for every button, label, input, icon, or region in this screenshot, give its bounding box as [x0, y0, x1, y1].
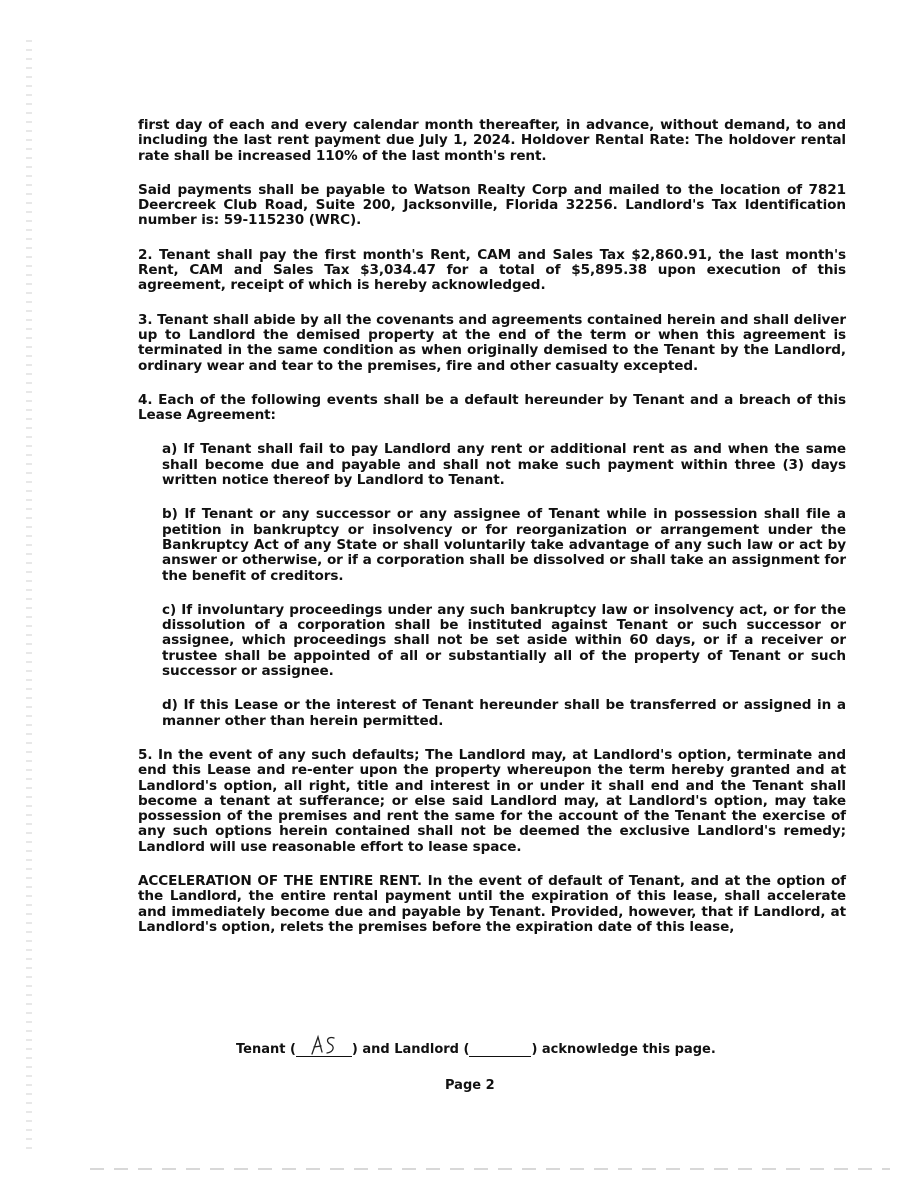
acknowledge-text: ) acknowledge this page. [531, 1042, 716, 1057]
page-acknowledgement [236, 1042, 716, 1057]
clause-5-remedies: 5. In the event of any such defaults; The Landlord may, at Landlord's option, terminate and end this Lease and re-enter upon the property whereupon the term hereby granted and at Landlord's option, all right, title and interest in or under it shall end and the Tenant shall become a tenant at sufferance; or else said Landlord may, at Landlord's option, may take possession of the premises and rent the same for the account of the Tenant the exercise of any such options herein contained shall not be deemed the exclusive Landlord's remedy; Landlord will use reasonable effort to lease space. [138, 746, 846, 855]
landlord-label: ) and Landlord ( [351, 1042, 470, 1057]
clause-3-covenants: 3. Tenant shall abide by all the covenants and agreements contained herein and shall deliver up to Landlord the demised property at the end of the term or when this agreement is terminated in the same condition as when originally demised to the Tenant by the Landlord, ordinary wear and tear to the premises, fire and other casualty excepted. [138, 311, 846, 374]
tenant-initials-signature [310, 1034, 340, 1056]
tenant-initials-field [296, 1042, 352, 1057]
page-number: Page 2 [445, 1078, 495, 1093]
clause-2-initial-payment: 2. Tenant shall pay the first month's Rent, CAM and Sales Tax $2,860.91, the last month's Rent, CAM and Sales Tax $3,034.47 for a total of $5,895.38 upon execution of this agreement, receipt of which is hereby acknowledged. [138, 246, 846, 294]
clause-4b-bankruptcy: b) If Tenant or any successor or any assignee of Tenant while in possession shall file a petition in bankruptcy or insolvency or for reorganization or arrangement under the Bankruptcy Act of any State or shall voluntarily take advantage of any such law or act by answer or otherwise, or if a corporation shall be dissolved or shall take an assignment for the benefit of creditors. [162, 506, 846, 584]
clause-4d-assignment: d) If this Lease or the interest of Tenant hereunder shall be transferred or assigned in a manner other than herein permitted. [162, 697, 846, 729]
clause-4c-involuntary-proceedings: c) If involuntary proceedings under any such bankruptcy law or insolvency act, or for the dissolution of a corporation shall be instituted against Tenant or such successor or assignee, which proceedings shall not be set aside within 60 days, or if a receiver or trustee shall be appointed of all or substantially all of the property of Tenant or such successor or assignee. [162, 601, 846, 680]
landlord-initials-field [469, 1042, 531, 1057]
clause-4a-nonpayment: a) If Tenant shall fail to pay Landlord any rent or additional rent as and when the same shall become due and payable and shall not make such payment within three (3) days written notice thereof by Landlord to Tenant. [162, 441, 846, 489]
clause-4-default-events: 4. Each of the following events shall be a default hereunder by Tenant and a breach of this Lease Agreement: [138, 391, 846, 424]
clause-acceleration: ACCELERATION OF THE ENTIRE RENT. In the event of default of Tenant, and at the option of the Landlord, the entire rental payment until the expiration of this lease, shall accelerate and immediately become due and payable by Tenant. Provided, however, that if Landlord, at Landlord's option, relets the premises before the expiration date of this lease, [138, 872, 846, 935]
lease-page-body [138, 118, 846, 954]
paragraph-rent-schedule: first day of each and every calendar month thereafter, in advance, without demand, to and including the last rent payment due July 1, 2024. Holdover Rental Rate: The holdover rental rate shall be increased 110% of the last month's rent. [138, 117, 846, 164]
paragraph-payment-address: Said payments shall be payable to Watson Realty Corp and mailed to the location of 7821 Deercreek Club Road, Suite 200, Jacksonville, Florida 32256. Landlord's Tax Identification number is: 59-115230 (WRC). [138, 181, 846, 229]
tenant-label: Tenant ( [236, 1042, 296, 1057]
scan-edge-artifact [26, 40, 32, 1150]
scan-bottom-artifact [90, 1168, 890, 1170]
